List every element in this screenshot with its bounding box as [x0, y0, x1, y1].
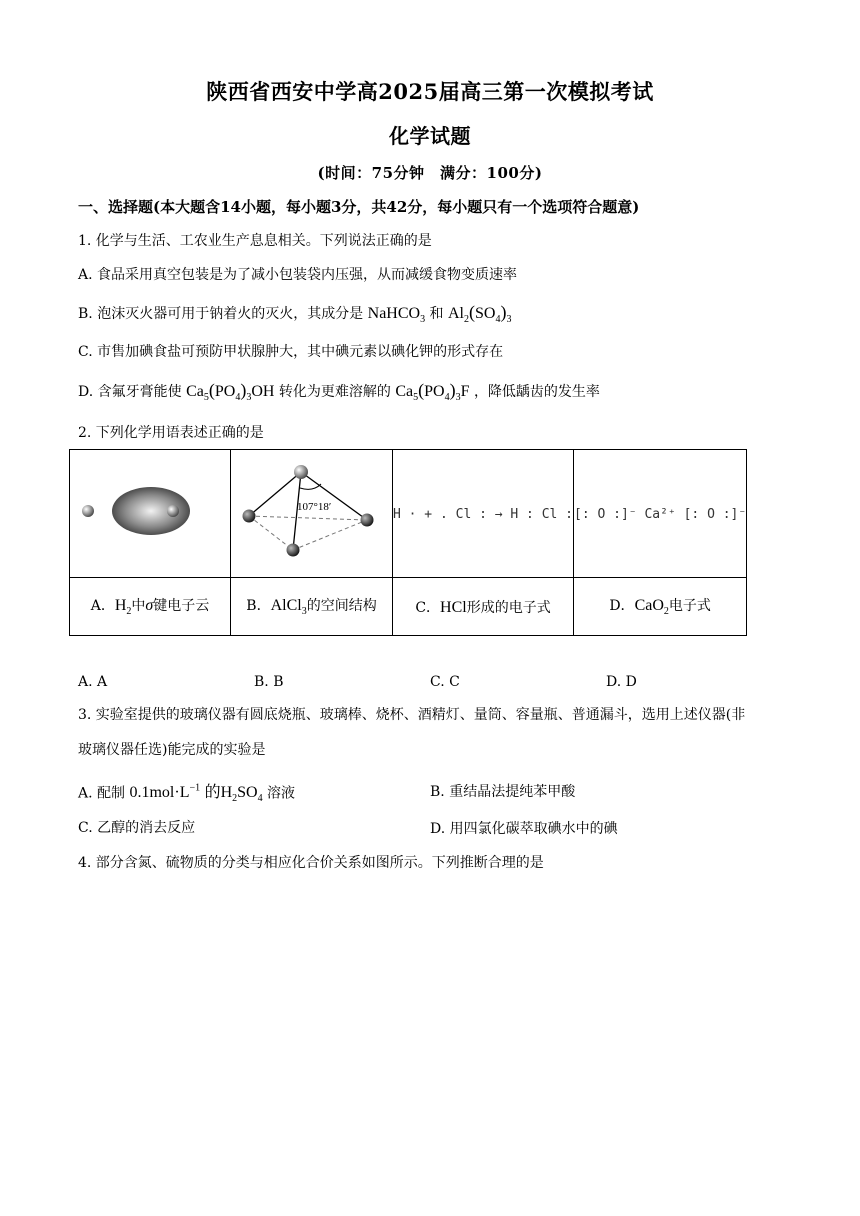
caption-a-label: A．: [90, 598, 115, 615]
q2-cell-alcl3-structure: [231, 450, 393, 578]
q1-b-text: B. 泡沫灭火器可用于钠着火的灭火，其成分是: [78, 306, 364, 322]
caption-b-label: B．: [246, 598, 271, 615]
formula-hydroxyapatite: $Ca_5(PO_4)_3OH$: [186, 380, 275, 404]
q2-cell-hcl-formation: [393, 450, 574, 578]
q2-option-d: D. D: [606, 674, 637, 690]
q2-stem: 2. 下列化学用语表述正确的是: [78, 425, 264, 441]
q1-d-text-1: D. 含氟牙膏能使: [78, 384, 182, 400]
q2-figure-table: [69, 449, 747, 636]
q2-option-b: B. B: [254, 674, 284, 690]
q1-d-text-2: 转化为更难溶解的: [278, 384, 391, 400]
cl-atom-2: [361, 514, 374, 527]
q3-a-tail: 溶液: [267, 785, 296, 802]
formula-al2so43: $Al_2(SO_4)_3$: [447, 302, 512, 326]
exam-info: (时间：75分钟 满分：100分): [317, 164, 543, 182]
cl-atom-3: [287, 544, 300, 557]
q2-option-a: A. A: [78, 674, 108, 690]
al-atom: [294, 465, 308, 479]
caption-d-label: D．: [609, 598, 635, 615]
q3-option-b: B. 重结晶法提纯苯甲酸: [430, 784, 576, 800]
q3-stem-line1: 3. 实验室提供的玻璃仪器有圆底烧瓶、玻璃棒、烧杯、酒精灯、量筒、容量瓶、普通漏斗，选用上述仪器(非: [78, 707, 746, 723]
q1-d-text-3: ，降低龋齿的发生率: [473, 384, 600, 400]
h-atom-left: [82, 505, 94, 517]
h2-sigma-cloud-figure: [70, 450, 230, 573]
alcl3-structure-figure: [231, 450, 392, 573]
q2-cell-cao2: [574, 450, 747, 578]
q2-caption-d: D．CaO$_2$电子式: [574, 578, 747, 636]
q2-option-c: C. C: [430, 674, 460, 690]
formula-fluorapatite: $Ca_5(PO_4)_3F$: [395, 380, 470, 404]
q1-stem: 1. 化学与生活、工农业生产息息相关。下列说法正确的是: [78, 233, 432, 249]
q1-option-c: C. 市售加碘食盐可预防甲状腺肿大，其中碘元素以碘化钾的形式存在: [78, 344, 504, 360]
q4-stem: 4. 部分含氮、硫物质的分类与相应化合价关系如图所示。下列推断合理的是: [78, 855, 544, 871]
q2-caption-c: C．HCl形成的电子式: [393, 578, 574, 636]
q3-option-c: C. 乙醇的消去反应: [78, 820, 196, 836]
caption-d-text: 电子式: [668, 598, 711, 615]
h-atom-right: [167, 505, 179, 517]
caption-b-text: 的空间结构: [306, 598, 377, 615]
q2-caption-a: A．$H_2$中σ键电子云: [70, 578, 231, 636]
q3-option-d: D. 用四氯化碳萃取碘水中的碘: [430, 821, 618, 837]
q2-cell-h2-cloud: [70, 450, 231, 578]
caption-a-mid: 中: [131, 598, 146, 615]
q3-stem-line2: 玻璃仪器任选)能完成的实验是: [78, 742, 266, 758]
formula-h2so4: 的$H_2SO_4$: [204, 784, 263, 805]
exam-title: 陕西省西安中学高2025届高三第一次模拟考试: [206, 79, 654, 104]
q3-a-text: A. 配制: [78, 785, 126, 802]
caption-a-text: 键电子云: [153, 598, 210, 615]
cl-atom-1: [243, 510, 256, 523]
q2-caption-b: B．AlCl$_3$的空间结构: [231, 578, 393, 636]
q1-option-b: [78, 302, 511, 330]
q1-b-and: 和: [429, 306, 444, 322]
q3-option-a: [78, 779, 295, 810]
formula-concentration: $0.1mol\cdot L^{-1}$: [129, 783, 201, 802]
section-heading: 一、选择题(本大题含14小题，每小题3分，共42分，每小题只有一个选项符合题意): [78, 198, 640, 216]
formula-nahco3: NaHCO$_3$: [367, 305, 426, 326]
caption-c-text: 形成的电子式: [466, 599, 551, 616]
cao2-electron-formula: [: O :]⁻ Ca²⁺ [: O :]⁻: [574, 506, 747, 522]
hcl-electron-equation: H · + . Cl : → H : Cl :: [393, 506, 574, 522]
caption-c-label: C．: [415, 599, 441, 616]
q1-option-a: A. 食品采用真空包装是为了减小包装袋内压强，从而减缓食物变质速率: [78, 267, 518, 283]
q1-option-d: [78, 380, 600, 408]
bond-angle-label: 107°18′: [297, 501, 332, 513]
exam-subject: 化学试题: [389, 124, 471, 148]
